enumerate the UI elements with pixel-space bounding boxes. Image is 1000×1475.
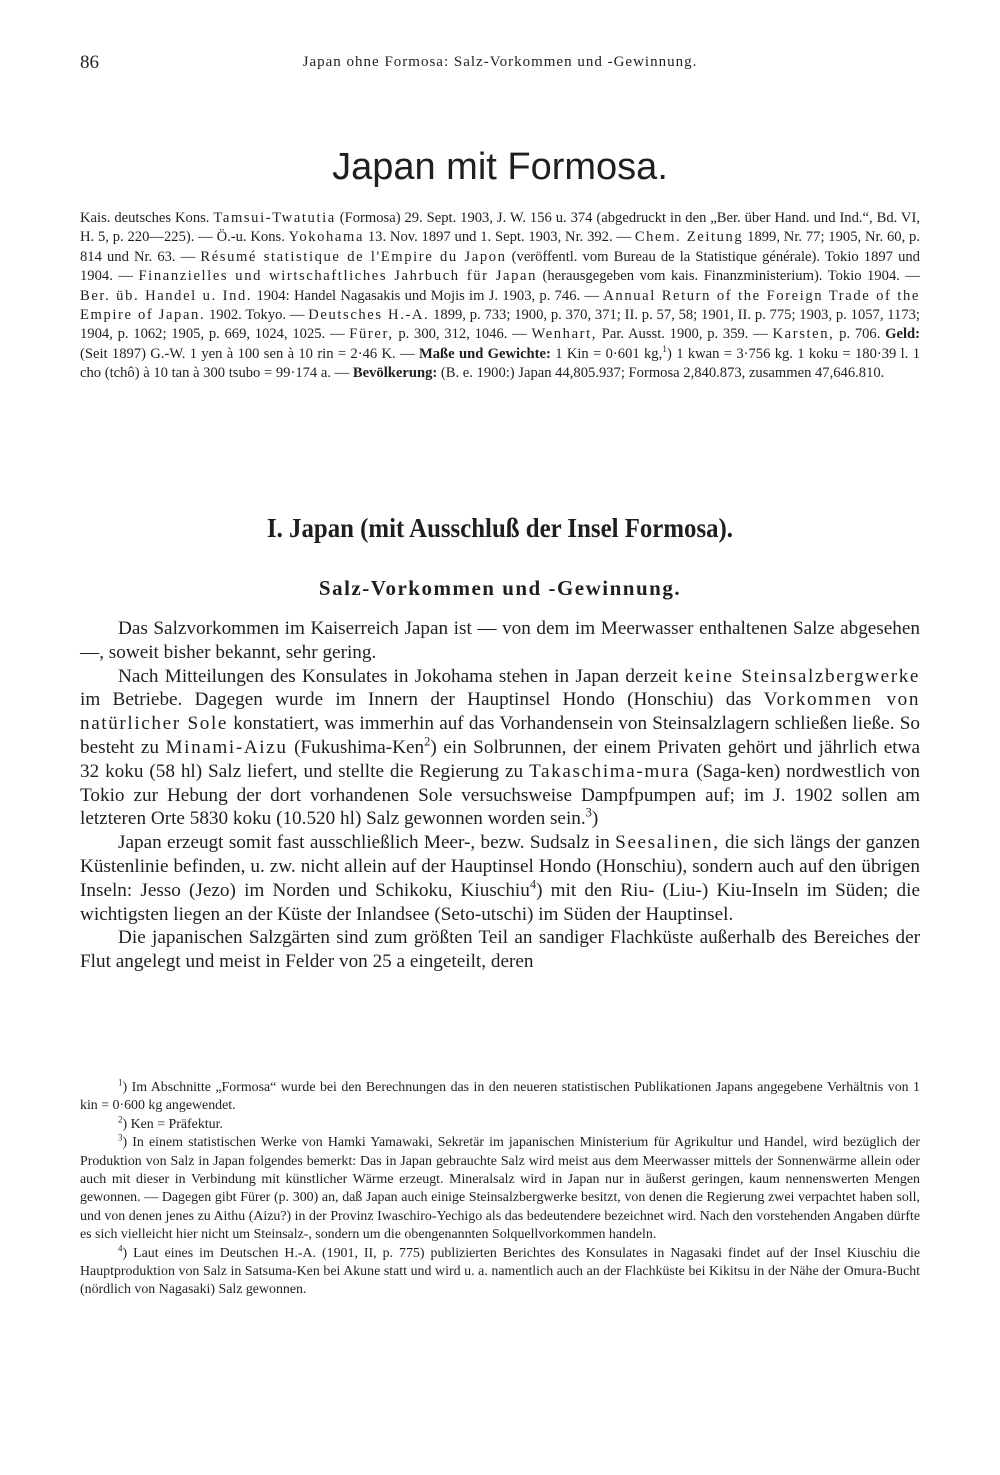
emphasis: Takaschima-mura — [529, 760, 691, 782]
paragraph: Das Salzvorkommen im Kaiserreich Japan ist — von dem im Meerwasser enthaltenen Salze abgesehen —, soweit bisher bekannt, sehr gering. — [80, 618, 920, 663]
source-text: 1899, p. 733; 1900, p. 370, 371; II. p. 57, 58; 1901, II. p. 775; 1903, p. 1057, 1173; 1904, p. 1062; 1905, p. 669, 1024, 1025. — — [80, 307, 920, 343]
emphasis: Seesalinen, — [615, 832, 720, 854]
text-run: ) ein Solbrunnen, der einem Privaten gehört und jährlich etwa 32 koku (58 hl) Salz liefert, und stellte die Regierung zu — [80, 736, 921, 782]
source-text: (herausgegeben vom kais. Finanzministerium). Tokio 1904. — — [542, 268, 920, 285]
text-run: (Saga-ken) nordwestlich von Tokio zur Hebung der dort vorhandenen Sole versuchsweise Dampfpumpen auf; im J. 1902 sollen am letzteren Orte 5830 koku (10.520 hl) Salz gewonnen worden sein. — [80, 760, 921, 830]
text-run: ) — [591, 808, 599, 830]
text-run: (Fukushima-Ken — [294, 736, 425, 758]
source-text: 13. Nov. 1897 und 1. Sept. 1903, Nr. 392. — — [367, 229, 632, 246]
emphasis: keine Steinsalzbergwerke — [683, 665, 921, 687]
footnote-ref: 3 — [585, 805, 592, 820]
paragraph: Die japanischen Salzgärten sind zum größten Teil an sandiger Flachküste außerhalb des Bereiches der Flut angelegt und meist in Felder von 25 a eingeteilt, deren — [80, 927, 920, 973]
source-text: (Formosa) 29. Sept. 1903, J. W. 156 u. 374 (abgedruckt in den „Ber. über Hand. und Ind.“, Bd. VI, H. 5, p. 220—225). — Ö.-u. Kons. — [80, 210, 920, 246]
emphasis: Vorkommen von natürlicher Sole — [80, 689, 921, 735]
running-title: Japan ohne Formosa: Salz-Vorkommen und -Gewinnung. — [302, 54, 698, 70]
measures-text: 1 Kin = 0·601 kg, — [555, 345, 663, 362]
money-label: Geld: — [885, 326, 920, 343]
population-text: (B. e. 1900:) Japan 44,805.937; Formosa 2,840.873, zusammen 47,646.810. — [440, 365, 885, 382]
page-number: 86 — [80, 52, 99, 73]
footnotes — [80, 1079, 920, 1300]
emphasis: Minami-Aizu — [165, 736, 288, 758]
footnote-text: ) In einem statistischen Werke von Hamki Yamawaki, Sekretär im japanischen Ministerium für Agrikultur und Handel, wird bezüglich der Produktion von Salz in Japan folgendes bemerkt: Das in Japan gebrauchte Salz wird meist aus dem Meerwasser mittels der Sonnenwärme allein oder auch mit dieser in Verbindung mit künstlicher Wärme erzeugt. Mineralsalz wird in Japan nur in äußerst geringen, kaum nennenswerten Mengen gewonnen. — Dagegen gibt Fürer (p. 300) an, daß Japan auch einige Steinsalzbergwerke besitzt, von denen die Regierung zwei verpachtet haben soll, und von denen jenes zu Aithu (Aizu?) in der Provinz Iwaschiro-Yechigo als das bedeutendere bezeichnet wird. Nach den vorstehenden Angaben dürfte es sich vielleicht hier nicht um Steinsalz-, sondern um die obengenannten Solquellvorkommen handeln. — [80, 1135, 920, 1243]
footnote-text: ) Im Abschnitte „Formosa“ wurde bei den Berechnungen das in den neueren statistischen Publikationen Japans angegebene Verhältnis von 1 kin = 0·600 kg angewendet. — [80, 1080, 920, 1114]
text-run: ) mit den Riu- (Liu-) Kiu-Inseln im Süden; die wichtigsten liegen an der Küste der Inlandsee (Seto-utschi) im Süden der Hauptinsel. — [80, 879, 920, 925]
footnote-text: ) Ken = Präfektur. — [122, 1116, 223, 1132]
sources-paragraph: Kais. deutsches Kons. Tamsui-Twatutia (Formosa) 29. Sept. 1903, J. W. 156 u. 374 (abgedruckt in den „Ber. über Hand. und Ind.“, Bd. VI, H. 5, p. 220—225). — Ö.-u. Kons. Yokohama 13. Nov. 1897 und 1. Sept. 1903, Nr. 392. — Chem. Zeitung 1899, Nr. 77; 1905, Nr. 60, p. 814 und Nr. 63. — Résumé statistique de l'Empire du Japon (veröffentl. vom Bureau de la Statistique générale). Tokio 1897 und 1904. — Finanzielles und wirtschaftliches Jahrbuch für Japan (herausgegeben vom kais. Finanzministerium). Tokio 1904. — Ber. üb. Handel u. Ind. 1904: Handel Nagasakis und Mojis im J. 1903, p. 746. — Annual Return of the Foreign Trade of the Empire of Japan. 1902. Tokyo. — Deutsches H.-A. 1899, p. 733; 1900, p. 370, 371; II. p. 57, 58; 1901, II. p. 775; 1903, p. 1057, 1173; 1904, p. 1062; 1905, p. 669, 1024, 1025. — Fürer, p. 300, 312, 1046. — Wenhart, Par. Ausst. 1900, p. 359. — Karsten, p. 706. Geld: (Seit 1897) G.-W. 1 yen à 100 sen à 10 rin = 2·46 K. — Maße und Gewichte: 1 Kin = 0·601 kg,$^1$) 1 kwan = 3·756 kg. 1 koku = 180·39 l. 1 cho (tchô) à 10 tan à 300 tsubo = 99·174 a. — Bevölkerung: (B. e. 1900:) Japan 44,805.937; Formosa 2,840.873, zusammen 47,646.810. — [80, 210, 921, 382]
source-work: Résumé statistique de l'Empire du Japon — [200, 248, 507, 265]
footnote-mark: 2 — [118, 1114, 123, 1125]
money-text: (Seit 1897) G.-W. 1 yen à 100 sen à 10 rin = 2·46 K. — — [80, 345, 415, 362]
source-work: Chem. Zeitung — [634, 229, 744, 246]
text-run: Japan erzeugt somit fast ausschließlich Meer-, bezw. Sudsalz in — [118, 832, 610, 854]
source-text: 1904: Handel Nagasakis und Mojis im J. 1903, p. 746. — — [256, 287, 600, 304]
footnote-ref: 1 — [662, 344, 667, 355]
paragraph — [80, 665, 920, 832]
footnote-ref: 2 — [424, 734, 431, 749]
source-work: Deutsches H.-A. — [308, 307, 430, 324]
footnote-mark: 1 — [118, 1077, 123, 1088]
source-text: Par. Ausst. 1900, p. 359. — — [601, 326, 768, 343]
footnote-ref: 4 — [529, 877, 537, 892]
source-work: Annual Return of the Foreign Trade of the Empire of Japan. — [80, 287, 920, 324]
footnote — [80, 1245, 920, 1300]
source-text: p. 706. — [839, 326, 881, 343]
running-head — [80, 52, 920, 76]
source-text: (veröffentl. vom Bureau de la Statistique générale). Tokio 1897 und 1904. — — [80, 248, 920, 285]
text-run: im Betriebe. Dagegen wurde im Innern der Hauptinsel Hondo (Honschiu) das — [80, 689, 752, 711]
footnote — [80, 1134, 920, 1244]
source-place: Yokohama — [288, 229, 365, 246]
body-text — [80, 617, 920, 974]
text-run: die sich längs der ganzen Küstenlinie befinden, u. zw. nicht allein auf der Hauptinsel Hondo (Honschiu), sondern auch auf den übrigen Inseln: Jesso (Jezo) im Norden und Schikoku, Kiuschiu — [80, 832, 920, 901]
text-run: Nach Mitteilungen des Konsulates in Jokohama stehen in Japan derzeit — [118, 665, 678, 687]
source-author: Karsten, — [772, 326, 835, 343]
measures-text: 1 kwan = 3·756 kg. 1 koku = 180·39 l. 1 cho (tchô) à 10 tan à 300 tsubo = 99·174 a. — — [80, 345, 921, 382]
source-work: Finanzielles und wirtschaftliches Jahrbuch für Japan — [138, 268, 537, 285]
page-title: Japan mit Formosa. — [332, 146, 668, 188]
population-label: Bevölkerung: — [352, 365, 438, 382]
measures-label: Maße und Gewichte: — [418, 345, 551, 362]
paragraph — [80, 831, 920, 926]
footnote-mark: 3 — [118, 1132, 123, 1143]
footnote-mark: 4 — [118, 1243, 123, 1254]
source-author: Fürer, — [349, 326, 394, 343]
footnote — [80, 1116, 920, 1134]
source-place: Tamsui-Twatutia — [213, 210, 336, 226]
source-work: Ber. üb. Handel u. Ind. — [80, 287, 253, 304]
source-text: p. 300, 312, 1046. — — [398, 326, 527, 343]
source-text: 1899, Nr. 77; 1905, Nr. 60, p. 814 und Nr. 63. — — [80, 229, 920, 265]
text-run: konstatiert, was immerhin auf das Vorhandensein von Steinsalzlagern schließen ließe. So besteht zu — [80, 713, 920, 758]
source-text: Kais. deutsches Kons. — [80, 210, 210, 226]
section-title: Salz-Vorkommen und -Gewinnung. — [318, 576, 682, 600]
footnote — [80, 1079, 920, 1116]
source-author: Wenhart, — [531, 326, 598, 343]
source-text: 1902. Tokyo. — — [208, 307, 305, 324]
footnote-text: ) Laut eines im Deutschen H.-A. (1901, II, p. 775) publizierten Berichtes des Konsulates in Nagasaki findet auf der Insel Kiuschiu die Hauptproduktion von Salz in Satsuma-Ken bei Akune statt und wird u. a. namentlich auch an der Flachküste bei Kikitsu in der Nähe der Omura-Bucht (nördlich von Nagasaki) Salz gewonnen. — [80, 1245, 920, 1298]
chapter-title: I. Japan (mit Ausschluß der Insel Formosa). — [266, 513, 734, 543]
